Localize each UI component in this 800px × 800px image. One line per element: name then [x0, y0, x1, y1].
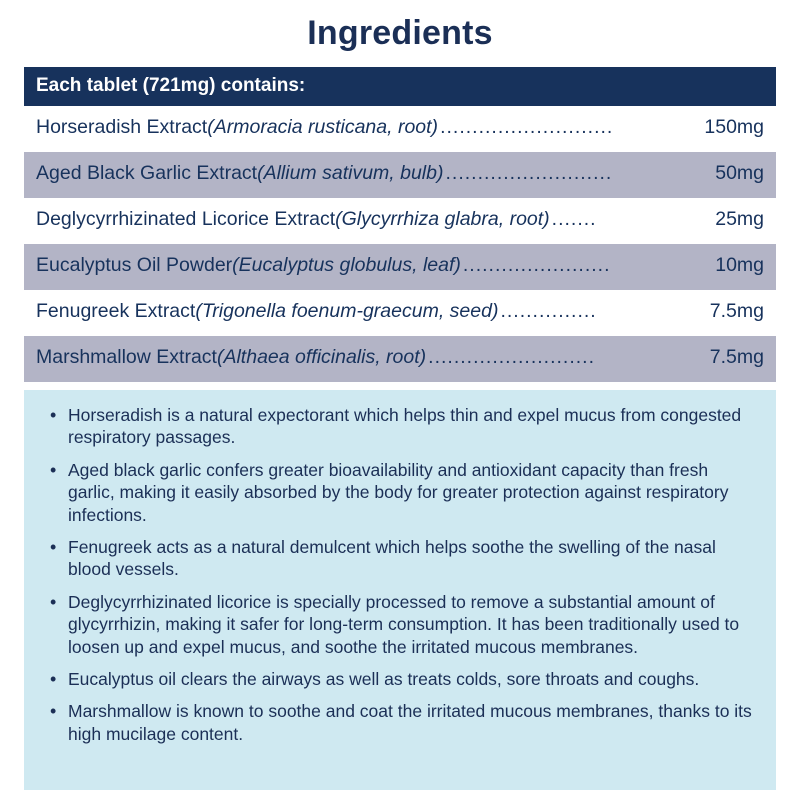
leader-dots: ...............	[500, 300, 597, 322]
ingredient-latin-name: (Glycyrrhiza glabra, root)	[335, 208, 550, 230]
list-item	[42, 404, 758, 449]
list-item	[42, 700, 758, 745]
list-item-text: Marshmallow is known to soothe and coat the irritated mucous membranes, thanks to its high mucilage content.	[68, 701, 752, 744]
ingredient-amount: 50mg	[715, 162, 764, 184]
list-item-text: Horseradish is a natural expectorant which helps thin and expel mucus from congested respiratory passages.	[68, 405, 742, 448]
ingredient-amount: 7.5mg	[709, 346, 764, 368]
list-item-text: Eucalyptus oil clears the airways as well as treats colds, sore throats and coughs.	[68, 668, 700, 689]
ingredient-latin-name: (Armoracia rusticana, root)	[207, 116, 439, 138]
ingredient-row	[24, 106, 776, 152]
leader-dots: .......	[551, 208, 597, 230]
ingredient-row	[24, 152, 776, 198]
bullet-icon: •	[50, 459, 57, 480]
list-item	[42, 536, 758, 581]
ingredient-name: Marshmallow Extract	[36, 346, 217, 368]
leader-dots: .......................	[462, 254, 611, 276]
ingredient-latin-name: (Althaea officinalis, root)	[216, 346, 427, 368]
ingredient-name: Horseradish Extract	[36, 116, 208, 138]
ingredient-amount: 150mg	[704, 116, 764, 138]
ingredient-latin-name: (Trigonella foenum-graecum, seed)	[195, 300, 499, 322]
bullet-icon: •	[50, 591, 57, 612]
bullet-icon: •	[50, 405, 57, 425]
ingredient-name: Aged Black Garlic Extract	[36, 162, 258, 184]
leader-dots: ..........................	[445, 162, 613, 184]
ingredient-name: Fenugreek Extract	[36, 300, 196, 322]
benefits-list	[42, 404, 758, 745]
ingredient-row	[24, 290, 776, 336]
ingredient-row	[24, 336, 776, 382]
ingredient-name: Eucalyptus Oil Powder	[36, 254, 233, 276]
list-item-text: Aged black garlic confers greater bioavailability and antioxidant capacity than fresh garlic, making it easily absorbed by the body for greater protection against respiratory infections.	[68, 459, 729, 525]
ingredient-name: Deglycyrrhizinated Licorice Extract	[36, 208, 336, 230]
ingredient-row	[24, 244, 776, 290]
ingredient-amount: 7.5mg	[709, 300, 764, 322]
ingredient-latin-name: (Eucalyptus globulus, leaf)	[232, 254, 461, 276]
ingredient-amount: 10mg	[715, 254, 764, 276]
bullet-icon: •	[50, 668, 57, 689]
list-item	[42, 591, 758, 658]
bullet-icon: •	[50, 701, 57, 722]
leader-dots: ..........................	[428, 346, 596, 368]
ingredient-row	[24, 198, 776, 244]
tablet-contents-header: Each tablet (721mg) contains:	[24, 67, 776, 106]
ingredient-latin-name: (Allium sativum, bulb)	[257, 162, 444, 184]
ingredients-list	[24, 106, 776, 382]
list-item-text: Fenugreek acts as a natural demulcent which helps soothe the swelling of the nasal blood vessels.	[68, 536, 716, 580]
list-item	[42, 668, 758, 690]
list-item	[42, 459, 758, 526]
ingredient-amount: 25mg	[715, 208, 764, 230]
leader-dots: ...........................	[440, 116, 614, 138]
bullet-icon: •	[50, 536, 57, 557]
page-title: Ingredients	[307, 14, 493, 52]
benefits-panel	[24, 390, 776, 790]
list-item-text: Deglycyrrhizinated licorice is specially processed to remove a substantial amount of glycyrrhizin, making it safer for long-term consumption. It has been traditionally used to loosen up and expel mucus, and soothe the irritated mucous membranes.	[68, 591, 740, 657]
